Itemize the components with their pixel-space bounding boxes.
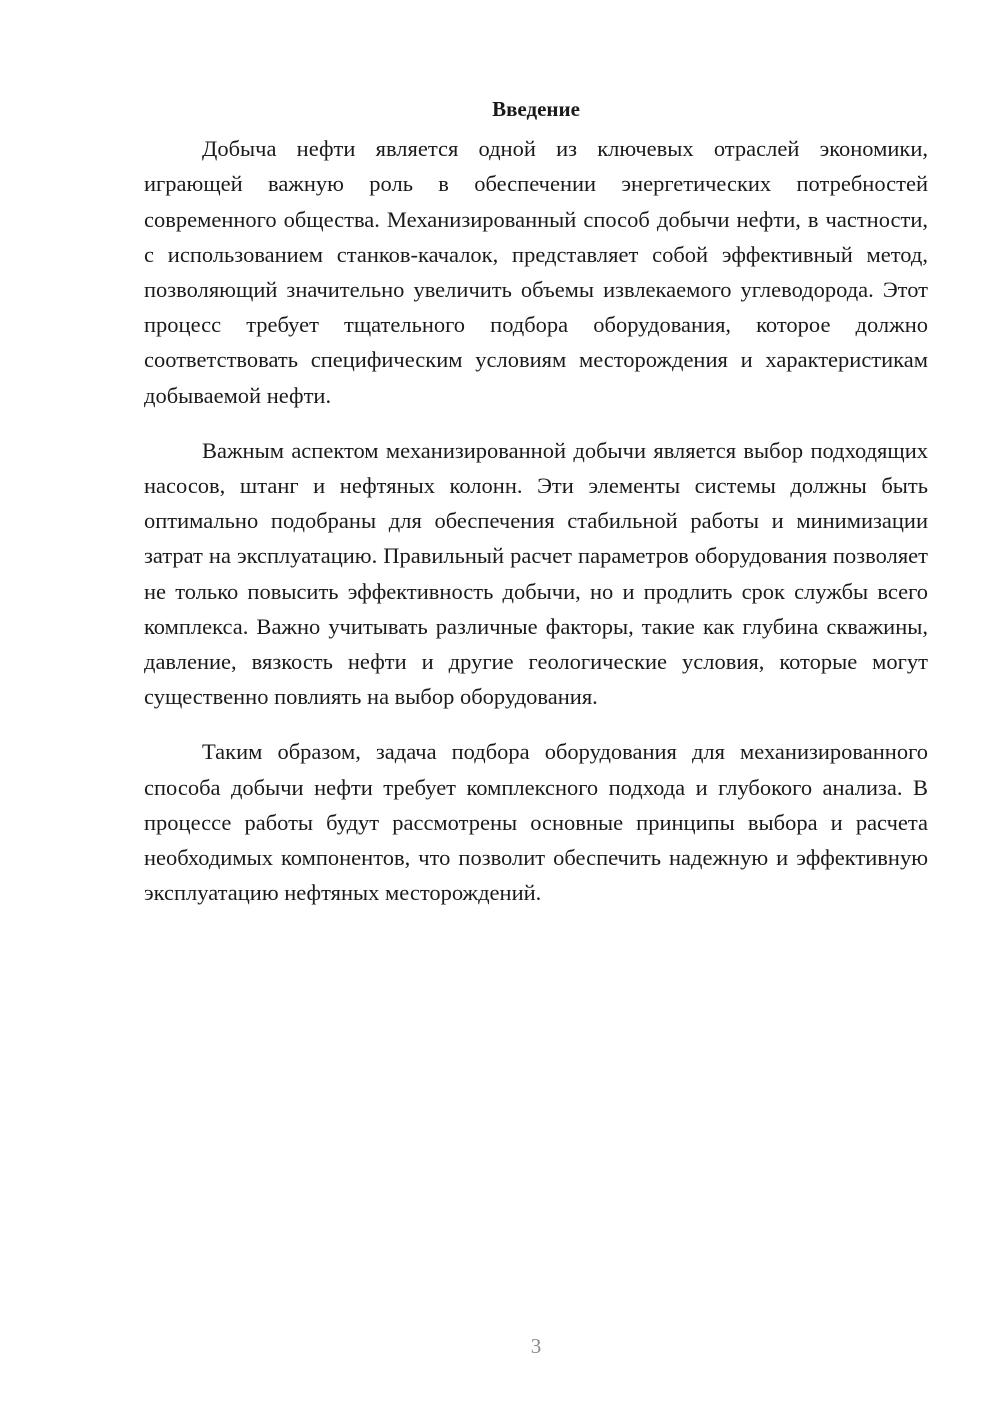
paragraph-3: Таким образом, задача подбора оборудования для механизированного способа добычи нефти требует комплексного подхода и глубокого анализа. В процессе работы будут рассмотрены основные принципы выбора и расчета необходимых компонентов, что позволит обеспечить надежную и эффективную эксплуатацию нефтяных месторождений. (144, 739, 928, 906)
page-content (144, 92, 928, 930)
paragraph-1: Добыча нефти является одной из ключевых отраслей экономики, играющей важную роль в обеспечении энергетических потребностей современного общества. Механизированный способ добычи нефти, в частности, с использованием станков-качалок, представляет собой эффективный метод, позволяющий значительно увеличить объемы извлекаемого углеводорода. Этот процесс требует тщательного подбора оборудования, которое должно соответствовать специфическим условиям месторождения и характеристикам добываемой нефти. (144, 136, 928, 408)
page-number: 3 (530, 1334, 542, 1358)
paragraph-2: Важным аспектом механизированной добычи является выбор подходящих насосов, штанг и нефтяных колонн. Эти элементы системы должны быть оптимально подобраны для обеспечения стабильной работы и минимизации затрат на эксплуатацию. Правильный расчет параметров оборудования позволяет не только повысить эффективность добычи, но и продлить срок службы всего комплекса. Важно учитывать различные факторы, такие как глубина скважины, давление, вязкость нефти и другие геологические условия, которые могут существенно повлиять на выбор оборудования. (144, 437, 928, 710)
section-title: Введение (492, 97, 580, 121)
